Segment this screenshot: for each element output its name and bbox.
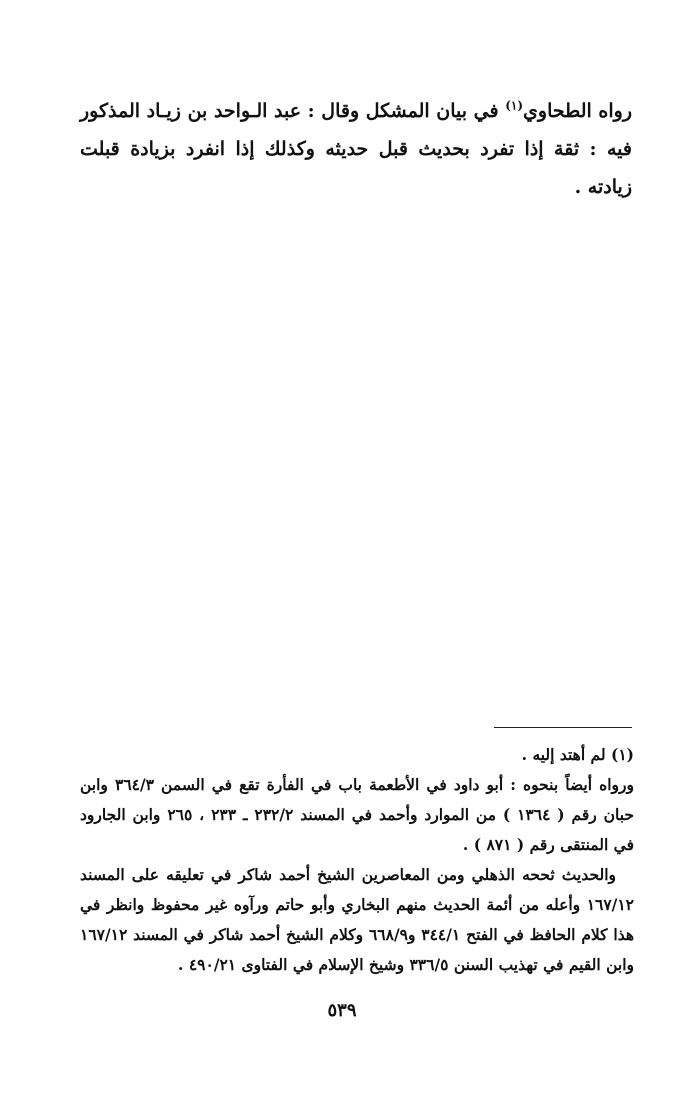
footnotes-section [80, 740, 634, 980]
main-text-before-note: رواه الطحاوي [523, 100, 633, 122]
footnote-1: (١) لم أهتد إليه . [521, 745, 634, 764]
footnote-paragraph-2: ورواه أيضاً بنحوه : أبو داود في الأطعمة باب في الفأرة تقع في السمن ٣٦٤/٣ وابن حبان رقم ( ١٣٦٤ ) من الموارد وأحمد في المسند ٢٣٢/٢ ـ ٢٣٣ ، ٢٦٥ وابن الجارود في المنتقى رقم ( ٨٧١ ) . [80, 775, 634, 854]
main-text-after-note: في بيان المشكل وقال : عبد الـواحد بن زيـاد المذكور فيه : ثقة إذا تفرد بحديث قبل حديثه وكذلك إذا انفرد بزيادة قبلت زيادته . [80, 100, 632, 198]
footnote-reference-1: (١) [505, 98, 524, 113]
footnote-separator [494, 727, 632, 728]
main-paragraph [80, 92, 632, 206]
page-number: ٥٣٩ [327, 1000, 357, 1021]
footnote-paragraph-3: والحديث ثححه الذهلي ومن المعاصرين الشيخ أحمد شاكر في تعليقه على المسند ١٦٧/١٢ وأعله من أئمة الحديث منهم البخاري وأبو حاتم ورآوه غير محفوظ وانظر في هذا كلام الحافظ في الفتح ٣٤٤/١ و٦٦٨/٩ وكلام الشيخ أحمد شاكر في المسند ١٦٧/١٢ وابن القيم في تهذيب السنن ٣٣٦/٥ وشيخ الإسلام في الفتاوى ٤٩٠/٢١ . [80, 865, 634, 974]
